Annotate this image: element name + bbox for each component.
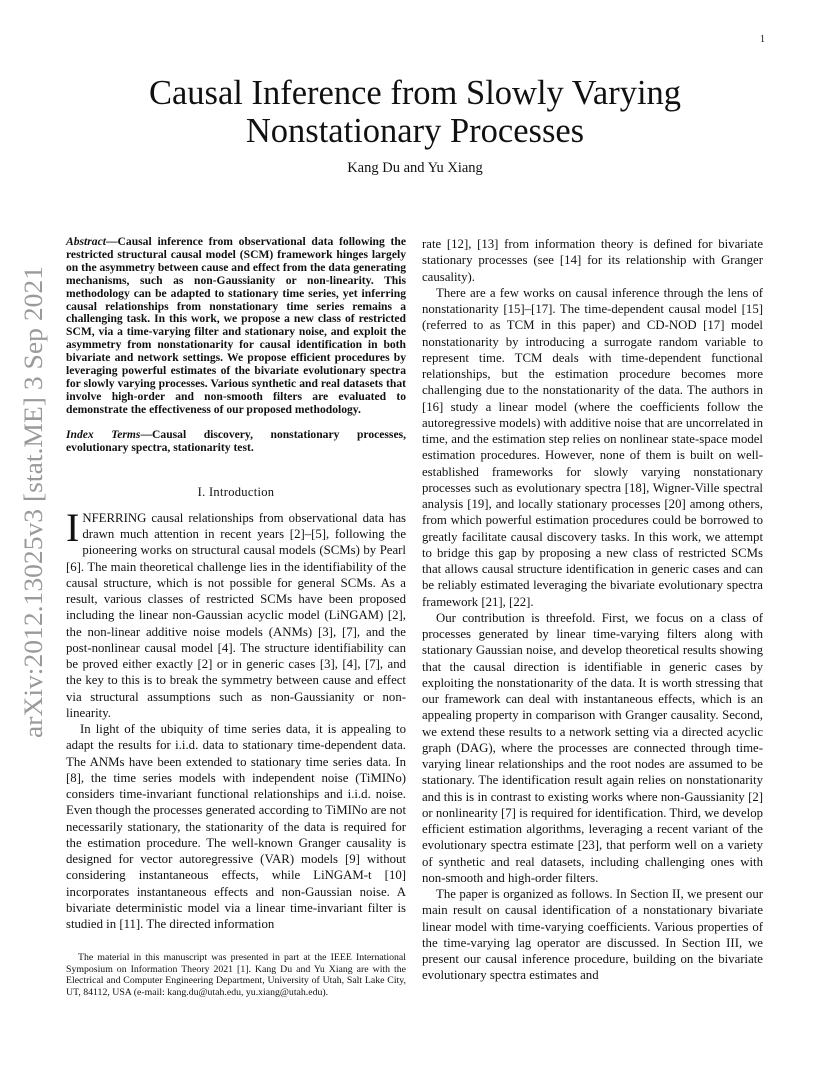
paper-title — [120, 74, 710, 150]
abstract-text: —Causal inference from observational data following the restricted structural causal model (SCM) framework hinges largely on the asymmetry between cause and effect from the data generating mechanisms, such as non-Gaussianity or non-linearity. This methodology can be adapted to stationary time series, yet inferring causal relationships from nonstationary time series remains a challenging task. In this work, we propose a new class of restricted SCM, via a time-varying filter and stationary noise, and exploit the asymmetry from nonstationarity for causal identification in both bivariate and network settings. We propose efficient procedures by leveraging powerful estimates of the bivariate evolutionary spectra for slowly varying processes. Various synthetic and real datasets that involve high-order and non-smooth filters are evaluated to demonstrate the effectiveness of our proposed methodology. — [66, 235, 406, 416]
index-terms — [66, 429, 406, 455]
footnote-text: The material in this manuscript was presented in part at the IEEE International Symposium on Information Theory 2021 [1]. Kang Du and Yu Xiang are with the Electrical and Computer Engineering Department, University of Utah, Salt Lake City, UT, 84112, USA (e-mail: kang.du@utah.edu, yu.xiang@utah.edu). — [66, 952, 406, 998]
right-paragraph-3: The paper is organized as follows. In Section II, we present our main result on causal identification of a nonstationary bivariate linear model with time-varying coefficients. Various properties of the time-varying lag operator are discussed. In Section III, we present our causal inference procedure, building on the bivariate evolutionary spectra estimates and — [422, 887, 763, 983]
title-line-2: Nonstationary Processes — [245, 112, 585, 150]
right-column — [422, 236, 763, 984]
right-paragraph-1: There are a few works on causal inference through the lens of nonstationarity [15]–[17]. The time-dependent causal model [15] (referred to as TCM in this paper) and CD-NOD [17] model nonstationarity by introducing a surrogate random variable to represent time. TCM deals with time-dependent functional relationships, but the estimation procedure becomes more challenging due to the nonstationarity of the data. The authors in [16] study a linear model (where the coefficients follow the autoregressive models) with additive noise that are uncorrelated in time, and the estimation step relies on nonlinear state-space model estimation procedures. However, none of them is built on well-established frameworks for slowly varying nonstationary processes such as evolutionary spectra [18], Wigner-Ville spectral analysis [19], and locally stationary processes [20] among others, from which powerful estimation procedures could be borrowed to greatly facilitate causal discovery tasks. In this work, we attempt to bridge this gap by proposing a new class of restricted SCMs that allows causal structure identification in generic cases and can be reliably estimated leveraging the bivariate evolutionary spectra framework [21], [22]. — [422, 285, 763, 609]
intro-paragraph-1-text: NFERRING causal relationships from observational data has drawn much attention in recent years [2]–[5], following the pioneering works on structural causal models (SCMs) by Pearl [6]. The main theoretical challenge lies in the identifiability of the causal structure, which is not possible for general SCMs. As a result, various classes of restricted SCMs have been proposed including the linear non-Gaussian acyclic model (LiNGAM) [2], the non-linear additive noise models (ANMs) [3], [7], and the post-nonlinear causal model [4]. The structure identifiability can be proved either exactly [2] or in generic cases [3], [4], [7], and the key to this is to break the symmetry between cause and effect via structural assumptions such as non-Gaussianity or non-linearity. — [66, 510, 406, 720]
arxiv-stamp-text: arXiv:2012.13025v3 [stat.ME] 3 Sep 2021 — [18, 284, 48, 738]
section-heading-introduction: I. Introduction — [197, 484, 275, 499]
index-terms-text: —Causal discovery, nonstationary processes, evolutionary spectra, stationarity test. — [66, 427, 406, 454]
page-number: 1 — [760, 34, 765, 45]
right-paragraph-0: rate [12], [13] from information theory is defined for bivariate stationary processes (see [14] for its relationship with Granger causality). — [422, 237, 763, 284]
authors: Kang Du and Yu Xiang — [347, 160, 483, 176]
index-terms-label: Index Terms — [66, 427, 141, 441]
abstract-label: Abstract — [66, 235, 106, 248]
intro-paragraph-2: In light of the ubiquity of time series data, it is appealing to adapt the results for i.i.d. data to stationary time-dependent data. The ANMs have been extended to stationary time series data. In [8], the time series models with independent noise (TiMINo) considers time-invariant functional relationships and i.i.d. noise. Even though the processes generated according to TiMINo are not necessarily stationary, the stationarity of the data is required for the estimation procedure. The well-known Granger causality is designed for vector autoregressive (VAR) models [9] without considering instantaneous effects, while LiNGAM-t [10] incorporates instantaneous effects and non-Gaussian noise. A bivariate deterministic model via a linear time-invariant filter is studied in [11]. The directed information — [66, 722, 406, 931]
footnote — [66, 952, 406, 998]
title-line-1: Causal Inference from Slowly Varying — [148, 74, 682, 112]
arxiv-stamp — [2, 262, 57, 742]
right-paragraph-2: Our contribution is threefold. First, we focus on a class of processes generated by linear time-varying filters along with stationary Gaussian noise, and develop theoretical results showing that the causal direction is identifiable in generic cases by exploiting the nonstationarity of the data. It is worth stressing that our framework can deal with instantaneous effects, which is an appealing property in comparison with Granger causality. Second, we extend these results to a network setting via a directed acyclic graph (DAG), where the processes are connected through time-varying linear relationships and the root nodes are assumed to be stationary. The identification result again relies on nonstationarity and this is in contrast to existing works where non-Gaussianity [2] or nonlinearity [7] is required for identification. Third, we develop efficient estimation algorithms, leveraging a recent variant of the evolutionary spectra estimate [23], that perform well on a variety of synthetic and real datasets, including challenging ones with non-smooth and high-order filters. — [422, 610, 763, 885]
left-column — [66, 236, 406, 932]
intro-paragraph-1 — [66, 504, 406, 721]
abstract — [66, 236, 406, 417]
drop-cap: I — [66, 504, 80, 550]
